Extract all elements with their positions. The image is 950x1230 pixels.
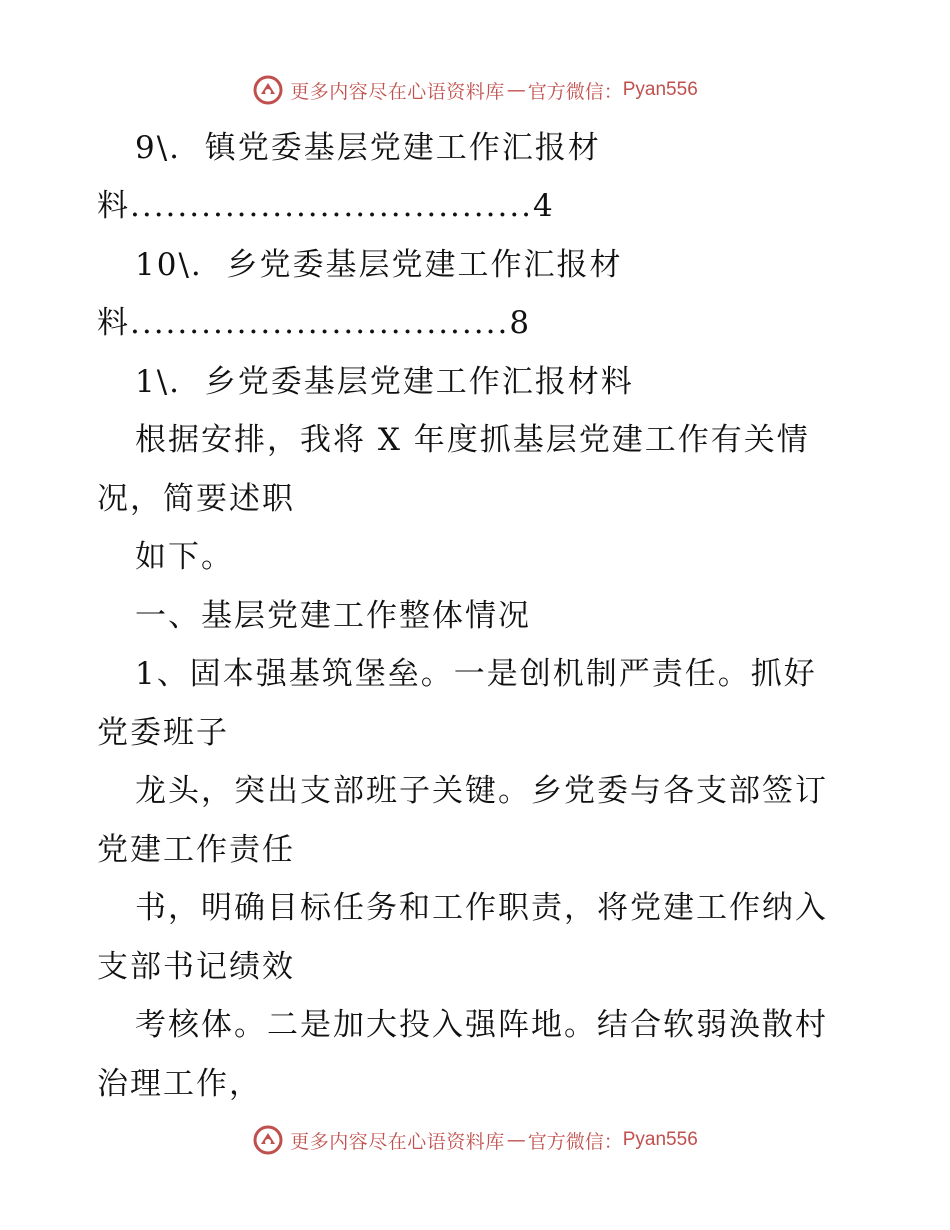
toc-entry-10: 10\. 乡党委基层党建工作汇报材 <box>135 247 623 283</box>
paragraph-line: 1、固本强基筑堡垒。一是创机制严责任。抓好 <box>135 656 817 692</box>
header-watermark <box>0 74 950 106</box>
logo-icon <box>252 74 284 106</box>
paragraph-line: 党建工作责任 <box>97 832 295 868</box>
watermark-label: 官方微信： <box>527 1130 623 1153</box>
footer-watermark <box>0 1124 950 1156</box>
watermark-wechat-id: Pyan556 <box>622 1129 698 1150</box>
paragraph-line: 支部书记绩效 <box>97 949 295 985</box>
watermark-separator: — <box>506 79 526 101</box>
paragraph-line: 龙头，突出支部班子关键。乡党委与各支部签订 <box>135 773 828 809</box>
paragraph-line: 根据安排，我将 X 年度抓基层党建工作有关情 <box>135 422 810 458</box>
paragraph-line: 书，明确目标任务和工作职责，将党建工作纳入 <box>135 890 828 926</box>
watermark-label: 官方微信： <box>527 80 623 103</box>
paragraph-line: 考核体。二是加大投入强阵地。结合软弱涣散村 <box>135 1007 828 1043</box>
paragraph-line: 如下。 <box>135 539 234 575</box>
toc-entry-10-cont: 料................................8 <box>97 305 532 341</box>
toc-entry-9: 9\. 镇党委基层党建工作汇报材 <box>135 130 601 166</box>
logo-icon <box>252 1124 284 1156</box>
watermark-wechat-id: Pyan556 <box>622 79 698 100</box>
toc-entry-9-cont: 料..................................4 <box>97 188 555 224</box>
paragraph-line: 况，简要述职 <box>97 481 295 517</box>
section-heading: 一、基层党建工作整体情况 <box>135 598 531 634</box>
section-title: 1\. 乡党委基层党建工作汇报材料 <box>135 364 634 400</box>
watermark-separator: — <box>506 1129 526 1151</box>
watermark-text: 更多内容尽在心语资料库 <box>290 80 505 103</box>
paragraph-line: 党委班子 <box>97 715 229 751</box>
watermark-text: 更多内容尽在心语资料库 <box>290 1130 505 1153</box>
paragraph-line: 治理工作， <box>97 1066 262 1102</box>
